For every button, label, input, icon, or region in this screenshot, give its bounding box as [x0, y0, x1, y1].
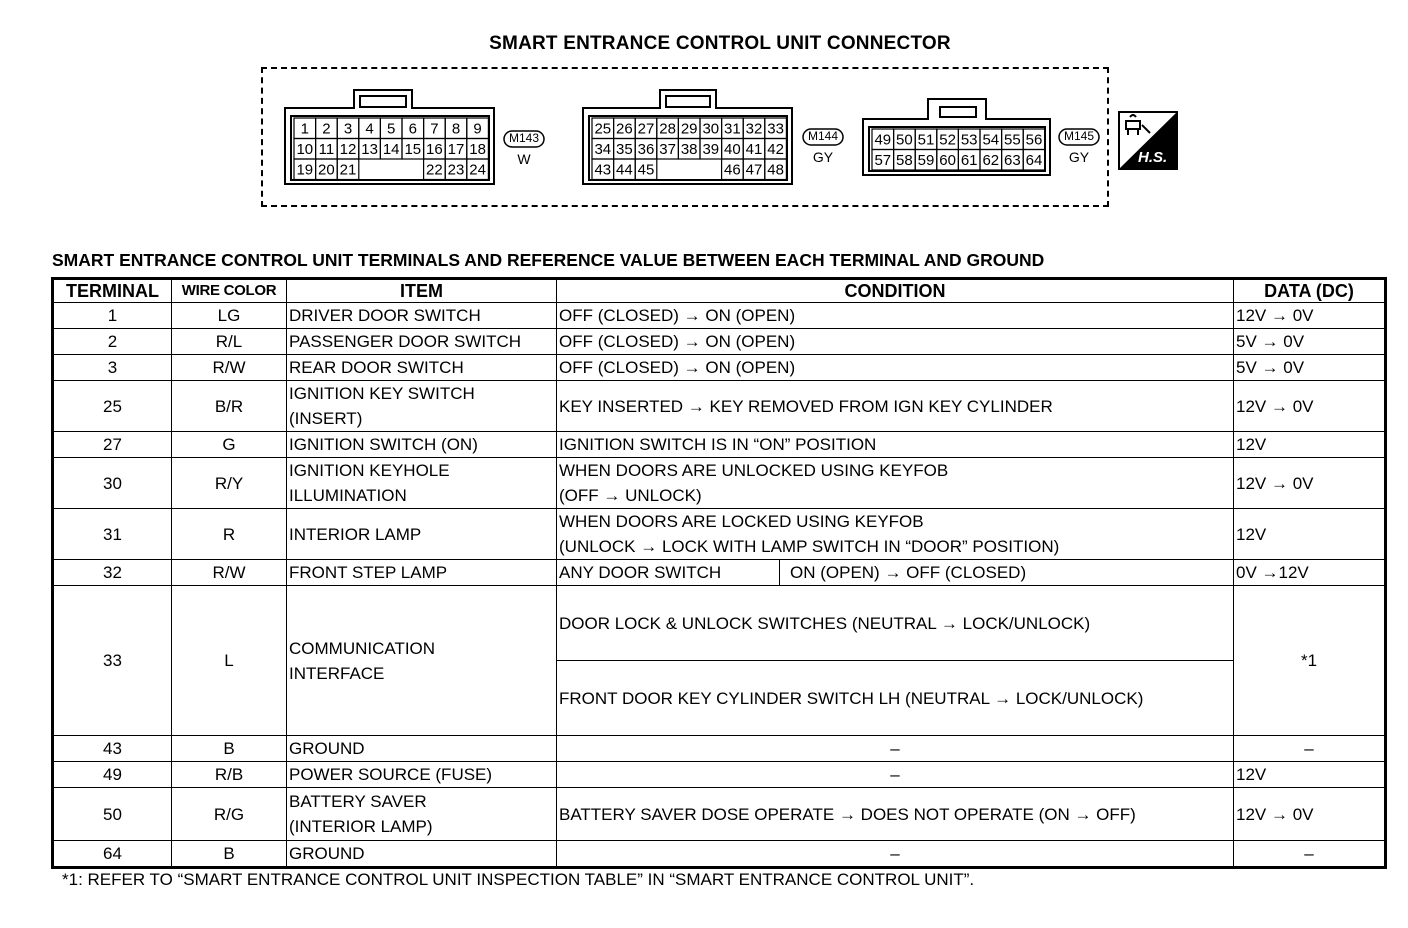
item-line-2: INTERFACE — [289, 663, 385, 683]
item-line-1: IGNITION KEYHOLE — [289, 461, 450, 480]
condition-cell: – — [557, 762, 1234, 788]
connector-m145-pin-label: 62 — [982, 152, 1000, 169]
item-cell — [287, 458, 557, 509]
connector-m143-pin-label: 21 — [339, 161, 357, 179]
connector-m144-pin-label: 42 — [767, 141, 784, 158]
table-row — [53, 432, 1386, 458]
data-cell: 12V → 0V — [1234, 788, 1386, 841]
wire-cell: R/W — [172, 355, 287, 381]
connector-m145-pin-label: 50 — [896, 131, 913, 149]
item-cell: REAR DOOR SWITCH — [287, 355, 557, 381]
connector-m145-pin-label: 61 — [960, 152, 978, 169]
connector-m145-pin-label: 54 — [982, 131, 1000, 149]
wire-cell: R — [172, 509, 287, 560]
condition-cell — [557, 560, 1234, 586]
data-cell: 12V — [1234, 432, 1386, 458]
connector-m143-pin-label: 9 — [473, 120, 482, 138]
connector-m143-pin-label: 11 — [318, 141, 335, 158]
connector-m145-pin-label: 59 — [917, 152, 935, 169]
wire-cell: B — [172, 841, 287, 868]
terminal-cell: 25 — [53, 381, 172, 432]
condition-cell — [557, 458, 1234, 509]
connector-m144-pin-label: 41 — [745, 141, 763, 158]
connector-m143-pin-label: 24 — [469, 161, 486, 179]
wire-cell: R/W — [172, 560, 287, 586]
connector-m144-pin-label: 38 — [680, 141, 698, 158]
hs-badge-label: H.S. — [1138, 149, 1168, 166]
connector-m145 — [862, 97, 1052, 177]
connector-m143-pin-label: 8 — [451, 120, 461, 138]
data-cell: 12V → 0V — [1234, 303, 1386, 329]
terminal-cell: 2 — [53, 329, 172, 355]
connector-m143-label — [503, 130, 545, 167]
data-cell: 12V → 0V — [1234, 458, 1386, 509]
wire-cell: L — [172, 586, 287, 736]
condition-part-a: ANY DOOR SWITCH — [557, 560, 780, 585]
item-cell: IGNITION SWITCH (ON) — [287, 432, 557, 458]
connector-m145-pin-label: 60 — [939, 152, 956, 169]
connector-m143-pin-label: 1 — [300, 120, 309, 138]
connector-m143-pin-label: 18 — [469, 141, 486, 158]
connector-m144-pin-label: 43 — [594, 161, 612, 179]
terminal-cell: 1 — [53, 303, 172, 329]
item-cell — [287, 586, 557, 736]
item-line-1: BATTERY SAVER — [289, 792, 427, 811]
connector-m144-pin-label: 45 — [637, 161, 655, 179]
item-cell: FRONT STEP LAMP — [287, 560, 557, 586]
connector-m143-pin-label: 19 — [296, 161, 314, 179]
data-cell: 12V — [1234, 509, 1386, 560]
condition-cell: DOOR LOCK & UNLOCK SWITCHES (NEUTRAL → LOCK/UNLOCK) — [557, 586, 1234, 661]
connector-m143-pin-label: 16 — [426, 141, 443, 158]
connector-m144-pin-label: 33 — [767, 120, 784, 138]
wire-cell: B/R — [172, 381, 287, 432]
terminal-cell: 31 — [53, 509, 172, 560]
table-row — [53, 560, 1386, 586]
connector-m143-id: M143 — [508, 131, 540, 145]
data-cell: *1 — [1234, 586, 1386, 736]
connector-m145-drawing — [862, 97, 1052, 177]
header-terminal: TERMINAL — [53, 279, 172, 303]
connector-m144-pin-label: 26 — [616, 120, 633, 138]
connector-m144-pin-label: 47 — [745, 161, 763, 179]
header-wire-color: WIRE COLOR — [172, 279, 287, 303]
connector-m144-pin-label: 28 — [659, 120, 676, 138]
wire-cell: R/Y — [172, 458, 287, 509]
connector-m144-pin-label: 39 — [702, 141, 720, 158]
connector-title: SMART ENTRANCE CONTROL UNIT CONNECTOR — [489, 33, 951, 54]
condition-cell: FRONT DOOR KEY CYLINDER SWITCH LH (NEUTRAL → LOCK/UNLOCK) — [557, 661, 1234, 736]
condition-line-2: (OFF → UNLOCK) — [559, 486, 702, 505]
item-cell — [287, 381, 557, 432]
wire-cell: R/B — [172, 762, 287, 788]
connector-m143 — [284, 88, 496, 186]
terminal-cell: 43 — [53, 736, 172, 762]
connector-m143-pin-label: 22 — [426, 161, 443, 179]
table-row — [53, 736, 1386, 762]
table-row — [53, 841, 1386, 868]
terminal-cell: 27 — [53, 432, 172, 458]
item-cell: DRIVER DOOR SWITCH — [287, 303, 557, 329]
connector-m144-color: GY — [812, 149, 834, 165]
connector-m145-pin-label: 53 — [960, 131, 978, 149]
connector-m145-label — [1058, 128, 1100, 165]
data-cell: 0V →12V — [1234, 560, 1386, 586]
connector-m143-color: W — [517, 151, 531, 167]
item-cell: INTERIOR LAMP — [287, 509, 557, 560]
connector-m144-pin-label: 25 — [594, 120, 612, 138]
item-cell: PASSENGER DOOR SWITCH — [287, 329, 557, 355]
connector-m145-pin-label: 55 — [1004, 131, 1021, 149]
connector-m144-pin-label: 35 — [616, 141, 633, 158]
condition-part-b: ON (OPEN) → OFF (CLOSED) — [790, 563, 1027, 582]
connector-m144-pin-label: 48 — [767, 161, 784, 179]
connector-m143-pin-label: 13 — [361, 141, 378, 158]
condition-line-1: WHEN DOORS ARE LOCKED USING KEYFOB — [559, 512, 924, 531]
item-line-1: COMMUNICATION — [289, 638, 436, 658]
connector-m144-pin-label: 30 — [702, 120, 720, 138]
condition-cell: – — [557, 736, 1234, 762]
connector-m145-id: M145 — [1063, 129, 1095, 143]
connector-m143-pin-label: 3 — [343, 120, 353, 138]
terminal-cell: 64 — [53, 841, 172, 868]
connector-m144-pin-label: 44 — [616, 161, 633, 179]
condition-cell: – — [557, 841, 1234, 868]
item-cell — [287, 788, 557, 841]
connector-m144-id: M144 — [807, 129, 839, 143]
connector-m143-pin-label: 4 — [365, 120, 374, 138]
condition-line-2: (UNLOCK → LOCK WITH LAMP SWITCH IN “DOOR” POSITION) — [559, 537, 1060, 556]
connector-m143-pin-label: 12 — [339, 141, 357, 158]
item-cell: GROUND — [287, 736, 557, 762]
item-cell: POWER SOURCE (FUSE) — [287, 762, 557, 788]
connector-m145-pin-label: 58 — [896, 152, 913, 169]
wire-cell: G — [172, 432, 287, 458]
wire-cell: R/G — [172, 788, 287, 841]
terminal-cell: 30 — [53, 458, 172, 509]
connector-m144-pin-label: 40 — [724, 141, 741, 158]
terminal-cell: 50 — [53, 788, 172, 841]
terminal-cell: 32 — [53, 560, 172, 586]
connector-m143-pin-label: 14 — [382, 141, 400, 158]
table-row — [53, 458, 1386, 509]
table-title: SMART ENTRANCE CONTROL UNIT TERMINALS AND REFERENCE VALUE BETWEEN EACH TERMINAL AND GROUND — [52, 250, 1045, 270]
header-item: ITEM — [287, 279, 557, 303]
condition-cell — [557, 509, 1234, 560]
item-cell: GROUND — [287, 841, 557, 868]
table-header-row — [53, 279, 1386, 303]
connector-m143-pin-label: 2 — [322, 120, 331, 138]
connector-m145-pin-label: 63 — [1004, 152, 1021, 169]
connector-m143-pin-label: 15 — [404, 141, 422, 158]
connector-m143-pin-label: 17 — [447, 141, 465, 158]
table-row — [53, 509, 1386, 560]
connector-m144-pin-label: 46 — [724, 161, 741, 179]
connector-m143-pin-label: 20 — [318, 161, 335, 179]
data-cell: 5V → 0V — [1234, 355, 1386, 381]
condition-cell: BATTERY SAVER DOSE OPERATE → DOES NOT OPERATE (ON → OFF) — [557, 788, 1234, 841]
terminals-table — [51, 277, 1387, 869]
condition-cell: OFF (CLOSED) → ON (OPEN) — [557, 355, 1234, 381]
item-line-2: ILLUMINATION — [289, 486, 407, 505]
connector-m143-pin-label: 10 — [296, 141, 314, 158]
connector-m144-pin-label: 32 — [745, 120, 763, 138]
connector-m145-pin-label: 64 — [1025, 152, 1043, 169]
connector-m144 — [582, 88, 794, 186]
wire-cell: LG — [172, 303, 287, 329]
hs-connector-icon — [1118, 111, 1178, 170]
connector-m144-pin-label: 37 — [659, 141, 676, 158]
table-row — [53, 586, 1386, 661]
table-row — [53, 381, 1386, 432]
data-cell: – — [1234, 841, 1386, 868]
data-cell: 12V — [1234, 762, 1386, 788]
header-data: DATA (DC) — [1234, 279, 1386, 303]
data-cell: 5V → 0V — [1234, 329, 1386, 355]
condition-cell: KEY INSERTED → KEY REMOVED FROM IGN KEY CYLINDER — [557, 381, 1234, 432]
connector-m144-pin-label: 29 — [680, 120, 698, 138]
connector-m145-pin-label: 49 — [874, 131, 892, 149]
table-row — [53, 303, 1386, 329]
wire-cell: B — [172, 736, 287, 762]
connector-m144-pin-label: 27 — [637, 120, 655, 138]
condition-cell: OFF (CLOSED) → ON (OPEN) — [557, 329, 1234, 355]
connector-m144-pin-label: 34 — [594, 141, 612, 158]
data-cell: 12V → 0V — [1234, 381, 1386, 432]
terminal-cell: 33 — [53, 586, 172, 736]
connector-m144-pin-label: 36 — [637, 141, 655, 158]
connector-m143-pin-label: 7 — [430, 120, 439, 138]
item-line-1: IGNITION KEY SWITCH — [289, 384, 475, 403]
item-line-2: (INTERIOR LAMP) — [289, 817, 433, 836]
terminal-cell: 49 — [53, 762, 172, 788]
table-row — [53, 355, 1386, 381]
table-row — [53, 762, 1386, 788]
data-cell: – — [1234, 736, 1386, 762]
connector-m143-pin-label: 6 — [408, 120, 417, 138]
connector-m143-pin-label: 23 — [447, 161, 465, 179]
header-condition: CONDITION — [557, 279, 1234, 303]
condition-line-1: WHEN DOORS ARE UNLOCKED USING KEYFOB — [559, 461, 949, 480]
table-row — [53, 329, 1386, 355]
wire-cell: R/L — [172, 329, 287, 355]
connector-m144-pin-label: 31 — [724, 120, 741, 138]
connector-m145-color: GY — [1068, 149, 1090, 165]
table-row — [53, 788, 1386, 841]
connector-m143-drawing — [284, 88, 496, 186]
condition-cell: IGNITION SWITCH IS IN “ON” POSITION — [557, 432, 1234, 458]
connector-m143-pin-label: 5 — [387, 120, 396, 138]
connector-m145-pin-label: 52 — [939, 131, 956, 149]
item-line-2: (INSERT) — [289, 409, 363, 428]
connector-m145-pin-label: 56 — [1025, 131, 1043, 149]
connector-m145-pin-label: 57 — [874, 152, 892, 169]
condition-cell: OFF (CLOSED) → ON (OPEN) — [557, 303, 1234, 329]
connector-m145-pin-label: 51 — [917, 131, 935, 149]
connector-m144-label — [802, 128, 844, 165]
connector-m144-drawing — [582, 88, 794, 186]
terminal-cell: 3 — [53, 355, 172, 381]
footnote: *1: REFER TO “SMART ENTRANCE CONTROL UNIT INSPECTION TABLE” IN “SMART ENTRANCE CONTROL UNIT”. — [62, 870, 975, 889]
